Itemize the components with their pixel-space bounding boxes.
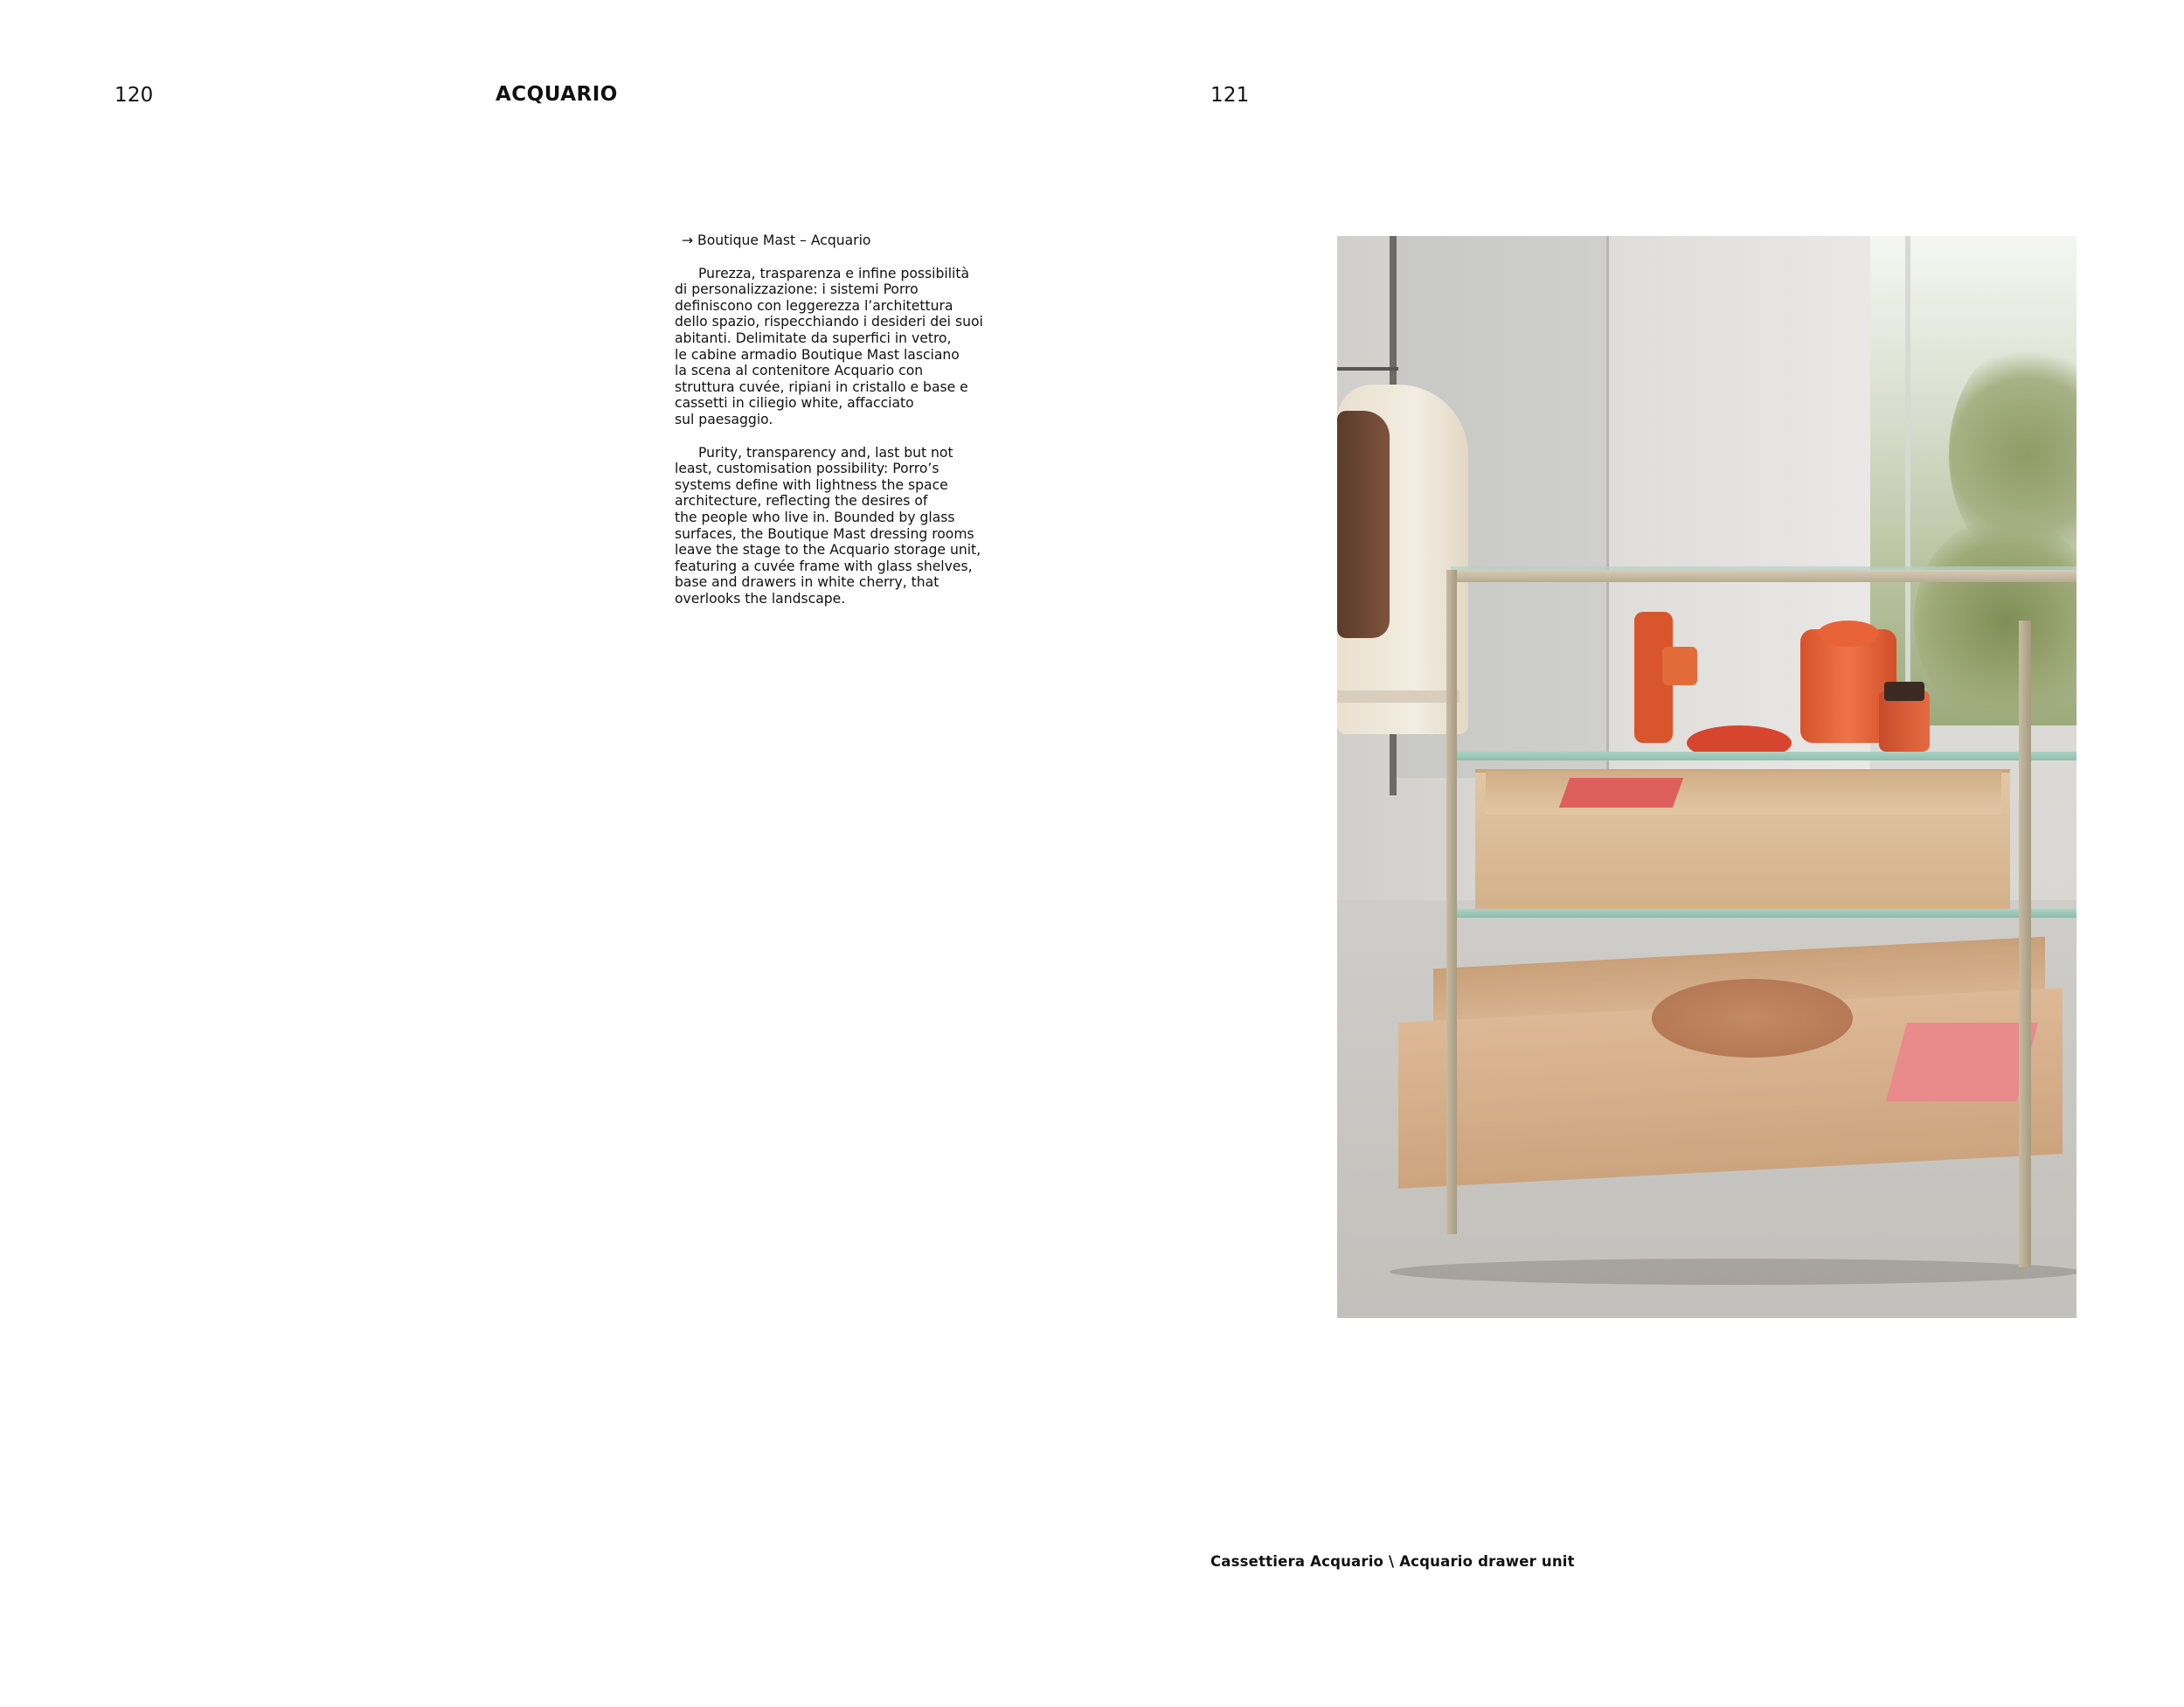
section-title: ACQUARIO	[496, 83, 618, 106]
product-photo	[1337, 236, 2077, 1318]
page-number-left: 120	[114, 84, 154, 107]
text-column	[675, 232, 1007, 623]
paragraph-italian: Purezza, trasparenza e infine possibilità di personalizzazione: i sistemi Porro definiscono con leggerezza l’architettura dello spazio, rispecchiando i desideri dei suoi abitanti. Delimitate da superfici in vetro, le cabine armadio Boutique Mast lasciano la scena al contenitore Acquario con struttura cuvée, ripiani in cristallo e base e cassetti in ciliegio white, affacciato sul paesaggio.	[675, 265, 983, 427]
product-reference: → Boutique Mast – Acquario	[682, 232, 871, 248]
paragraph-english: Purity, transparency and, last but not least, customisation possibility: Porro’s systems define with lightness the space architecture, reflecting the desires of the people who live in. Bounded by glass surfaces, the Boutique Mast dressing rooms leave the stage to the Acquario storage unit, featuring a cuvée frame with glass shelves, base and drawers in white cherry, that overlooks the landscape.	[675, 444, 981, 607]
photo-caption: Cassettiera Acquario \ Acquario drawer unit	[1210, 1553, 1575, 1570]
page-number-right: 121	[1210, 84, 1250, 107]
